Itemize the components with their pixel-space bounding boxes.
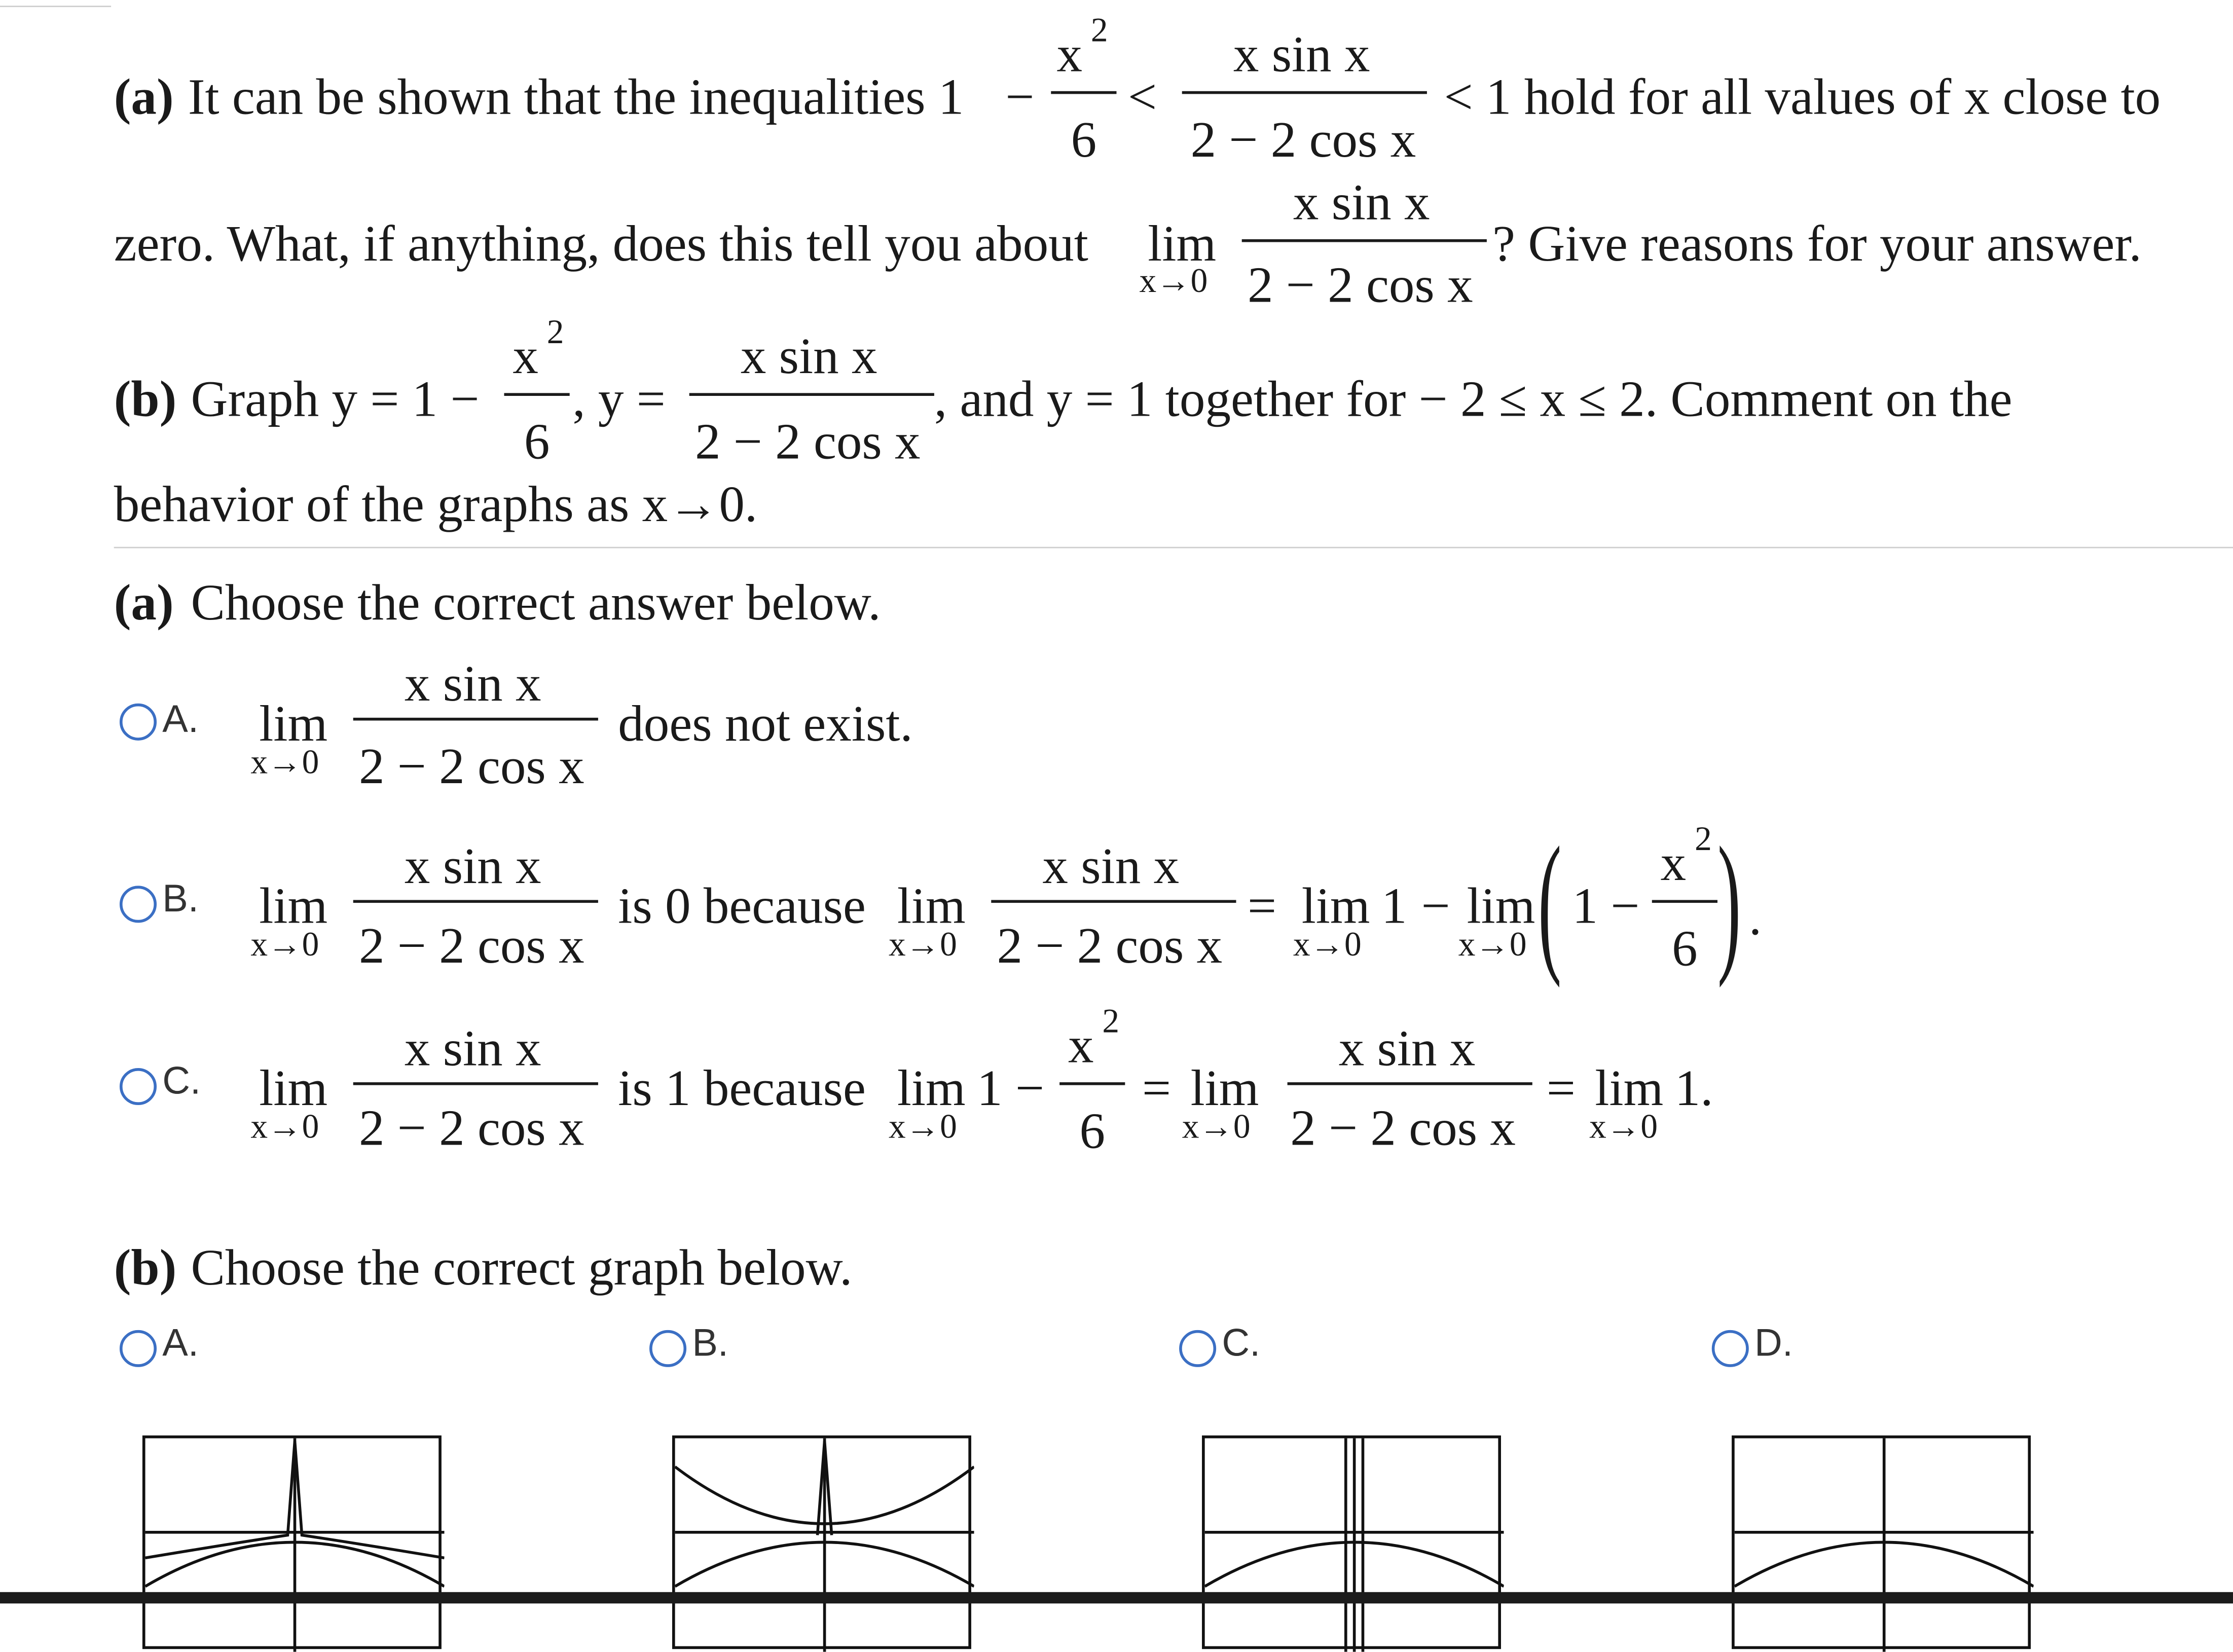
frac-x: x xyxy=(1660,834,1687,892)
paren-one: 1 − xyxy=(1572,877,1640,934)
numerator: x sin x xyxy=(404,1019,541,1077)
option-c-letter[interactable]: C. xyxy=(162,1059,201,1103)
denominator: 2 − 2 cos x xyxy=(1290,1099,1516,1157)
numerator: x sin x xyxy=(404,837,541,895)
graph-b-letter[interactable]: B. xyxy=(692,1321,729,1365)
bottom-edge xyxy=(0,1592,2233,1603)
frac-six: 6 xyxy=(1672,920,1698,977)
fraction-bar xyxy=(991,900,1236,903)
lim: lim xyxy=(897,1059,966,1117)
option-c-text: is 1 because xyxy=(618,1059,866,1117)
intro-text: It can be shown that the inequalities 1 xyxy=(188,68,964,126)
part-b-label: (b) xyxy=(114,370,177,427)
graph-text: , and y = 1 together for − 2 ≤ x ≤ 2. Comment on the xyxy=(934,370,2012,427)
denominator: 2 − 2 cos x xyxy=(997,917,1223,974)
frac-x: x xyxy=(1056,25,1083,83)
option-b-radio[interactable] xyxy=(120,886,157,923)
graph-a-thumbnail[interactable] xyxy=(142,1436,442,1649)
numerator: x sin x xyxy=(404,655,541,712)
exponent: 2 xyxy=(1102,1004,1120,1041)
option-a-letter[interactable]: A. xyxy=(162,697,199,741)
frac-six: 6 xyxy=(1071,111,1097,168)
fraction-bar xyxy=(353,718,598,721)
minus-sign: − xyxy=(1421,877,1450,934)
part-a-heading: Choose the correct answer below. xyxy=(191,574,881,631)
less-than: < xyxy=(1127,68,1157,126)
option-b-letter[interactable]: B. xyxy=(162,877,199,920)
fraction-bar xyxy=(1288,1082,1532,1085)
left-paren: ( xyxy=(1538,814,1562,988)
graph-b-thumbnail[interactable] xyxy=(672,1436,971,1649)
denominator: 2 − 2 cos x xyxy=(1247,256,1473,314)
question-tail: ? Give reasons for your answer. xyxy=(1492,215,2142,272)
top-divider xyxy=(0,6,111,7)
lim-sub: x→0 xyxy=(250,927,319,964)
graph-c-thumbnail[interactable] xyxy=(1202,1436,1501,1649)
fraction-bar xyxy=(353,1082,598,1085)
denominator: 2 − 2 cos x xyxy=(358,917,584,974)
lim: lim xyxy=(1301,877,1370,934)
equals: = xyxy=(1142,1059,1172,1117)
one: 1 xyxy=(1381,877,1407,934)
frac-x: x xyxy=(1068,1016,1094,1074)
lim: lim xyxy=(1148,215,1217,272)
graph-d-letter[interactable]: D. xyxy=(1754,1321,1793,1365)
lim-sub: x→0 xyxy=(250,745,319,782)
denominator: 2 − 2 cos x xyxy=(358,1099,584,1157)
lim-sub: x→0 xyxy=(1293,927,1362,964)
fraction-bar xyxy=(1182,91,1427,94)
lim-sub: x→0 xyxy=(889,927,957,964)
section-divider xyxy=(114,547,2233,548)
option-c-tail: 1. xyxy=(1674,1059,1713,1117)
intro-tail: < 1 hold for all values of x close to xyxy=(1444,68,2161,126)
fraction-bar xyxy=(504,393,569,396)
lim: lim xyxy=(1190,1059,1259,1117)
fraction-bar xyxy=(1051,91,1116,94)
denominator: 2 − 2 cos x xyxy=(1190,111,1416,168)
frac-six: 6 xyxy=(524,413,550,470)
equals: = xyxy=(1546,1059,1576,1117)
part-a-label: (a) xyxy=(114,68,174,126)
lim-sub: x→0 xyxy=(250,1109,319,1147)
option-a-text: does not exist. xyxy=(618,694,913,752)
numerator: x sin x xyxy=(1338,1019,1476,1077)
period: . xyxy=(1748,889,1762,946)
exponent: 2 xyxy=(546,314,564,352)
lim: lim xyxy=(259,694,328,752)
graph-a-radio[interactable] xyxy=(120,1330,157,1367)
graph-text: , y = xyxy=(572,370,666,427)
graph-c-letter[interactable]: C. xyxy=(1222,1321,1261,1365)
lim: lim xyxy=(1595,1059,1664,1117)
fraction-bar xyxy=(1059,1082,1125,1085)
lim-sub: x→0 xyxy=(889,1109,957,1147)
minus-sign: − xyxy=(1005,68,1035,126)
option-b-text: is 0 because xyxy=(618,877,866,934)
lim: lim xyxy=(259,877,328,934)
lim-sub: x→0 xyxy=(1458,927,1527,964)
exponent: 2 xyxy=(1090,13,1108,50)
fraction-bar xyxy=(353,900,598,903)
lim-sub: x→0 xyxy=(1589,1109,1658,1147)
lim: lim xyxy=(1467,877,1535,934)
part-b-heading-label: (b) xyxy=(114,1239,177,1296)
fraction-bar xyxy=(1652,900,1717,903)
lim: lim xyxy=(259,1059,328,1117)
numerator: x sin x xyxy=(1233,25,1370,83)
part-a-heading-label: (a) xyxy=(114,574,174,631)
frac-six: 6 xyxy=(1079,1102,1106,1159)
frac-x: x xyxy=(513,327,538,385)
graph-b-radio[interactable] xyxy=(649,1330,686,1367)
lim-sub: x→0 xyxy=(1139,263,1208,301)
lim: lim xyxy=(897,877,966,934)
fraction-bar xyxy=(1242,239,1487,242)
graph-c-radio[interactable] xyxy=(1179,1330,1216,1367)
graph-d-radio[interactable] xyxy=(1712,1330,1749,1367)
part-b-heading: Choose the correct graph below. xyxy=(191,1239,853,1296)
numerator: x sin x xyxy=(740,327,877,385)
option-a-radio[interactable] xyxy=(120,704,157,741)
lim-sub: x→0 xyxy=(1182,1109,1251,1147)
behavior-text: behavior of the graphs as x→0. xyxy=(114,475,758,533)
graph-d-thumbnail[interactable] xyxy=(1732,1436,2031,1649)
graph-a-letter[interactable]: A. xyxy=(162,1321,199,1365)
equals: = xyxy=(1247,877,1277,934)
fraction-bar xyxy=(689,393,934,396)
question-text: zero. What, if anything, does this tell you about xyxy=(114,215,1088,272)
denominator: 2 − 2 cos x xyxy=(694,413,921,470)
numerator: x sin x xyxy=(1042,837,1180,895)
right-paren: ) xyxy=(1717,814,1741,988)
graph-text: Graph y = 1 − xyxy=(191,370,480,427)
one-minus: 1 − xyxy=(977,1059,1045,1117)
exponent: 2 xyxy=(1695,821,1712,859)
option-c-radio[interactable] xyxy=(120,1068,157,1105)
numerator: x sin x xyxy=(1293,173,1430,231)
denominator: 2 − 2 cos x xyxy=(358,738,584,795)
